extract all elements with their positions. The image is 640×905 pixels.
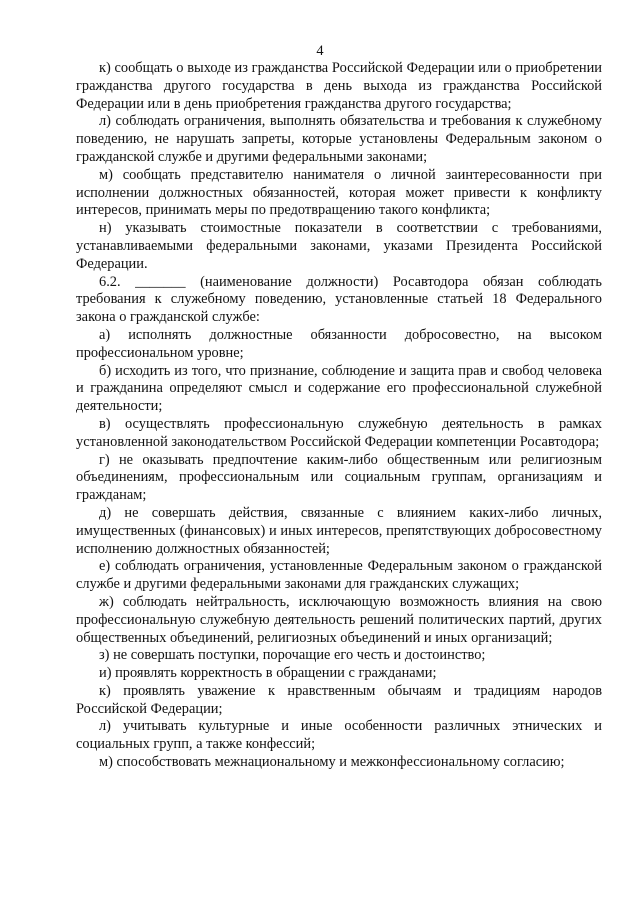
document-body bbox=[76, 60, 602, 772]
paragraph-a-duties: а) исполнять должностные обязанности добросовестно, на высоком профессиональном уровне; bbox=[76, 326, 602, 361]
paragraph-v-competence: в) осуществлять профессиональную служебную деятельность в рамках установленной законодательством Российской Федерации компетенции Росавтодора; bbox=[76, 415, 602, 450]
paragraph-l-restrictions: л) соблюдать ограничения, выполнять обязательства и требования к служебному поведению, не нарушать запреты, которые установлены Федеральным законом о гражданской службе и другими федеральными законами; bbox=[76, 113, 602, 165]
paragraph-m-conflict-of-interest: м) сообщать представителю нанимателя о личной заинтересованности при исполнении должностных обязанностей, которая может привести к конфликту интересов, принимать меры по предотвращению такого конфликта; bbox=[76, 166, 602, 219]
paragraph-b-rights: б) исходить из того, что признание, соблюдение и защита прав и свобод человека и гражданина определяют смысл и содержание его профессиональной служебной деятельности; bbox=[76, 362, 602, 415]
paragraph-n-cost-indicators: н) указывать стоимостные показатели в соответствии с требованиями, устанавливаемыми федеральными законами, указами Президента Российской Федерации. bbox=[76, 220, 602, 272]
paragraph-i-correctness: и) проявлять корректность в обращении с гражданами; bbox=[99, 665, 437, 682]
paragraph-zh-neutrality: ж) соблюдать нейтральность, исключающую возможность влияния на свою профессиональную служебную деятельность решений политических партий, других общественных объединений, религиозных объединений и иных организаций; bbox=[76, 593, 602, 646]
paragraph-d-interests: д) не совершать действия, связанные с влиянием каких-либо личных, имущественных (финансовых) и иных интересов, препятствующих добросовестному исполнению должностных обязанностей; bbox=[76, 504, 602, 557]
page-number: 4 bbox=[316, 43, 324, 59]
paragraph-k-citizenship: к) сообщать о выходе из гражданства Российской Федерации или о приобретении гражданства другого государства в день выхода из гражданства Российской Федерации или в день приобретения гражданства другого государства; bbox=[76, 60, 602, 112]
paragraph-g-no-preference: г) не оказывать предпочтение каким-либо общественным или религиозным объединениям, профессиональным или социальным группам, организациям и гражданам; bbox=[76, 451, 602, 504]
paragraph-e-restrictions: е) соблюдать ограничения, установленные Федеральным законом о гражданской службе и другими федеральными законами для гражданских служащих; bbox=[76, 558, 602, 593]
paragraph-l-cultural-features: л) учитывать культурные и иные особенности различных этнических и социальных групп, а также конфессий; bbox=[76, 718, 602, 753]
paragraph-z-honor: з) не совершать поступки, порочащие его честь и достоинство; bbox=[99, 647, 486, 664]
paragraph-m-harmony: м) способствовать межнациональному и межконфессиональному согласию; bbox=[99, 754, 565, 771]
paragraph-k-traditions: к) проявлять уважение к нравственным обычаям и традициям народов Российской Федерации; bbox=[76, 682, 602, 717]
paragraph-6-2-conduct-requirements: 6.2. _______ (наименование должности) Росавтодора обязан соблюдать требования к служебному поведению, установленные статьей 18 Федерального закона о гражданской службе: bbox=[76, 273, 602, 326]
